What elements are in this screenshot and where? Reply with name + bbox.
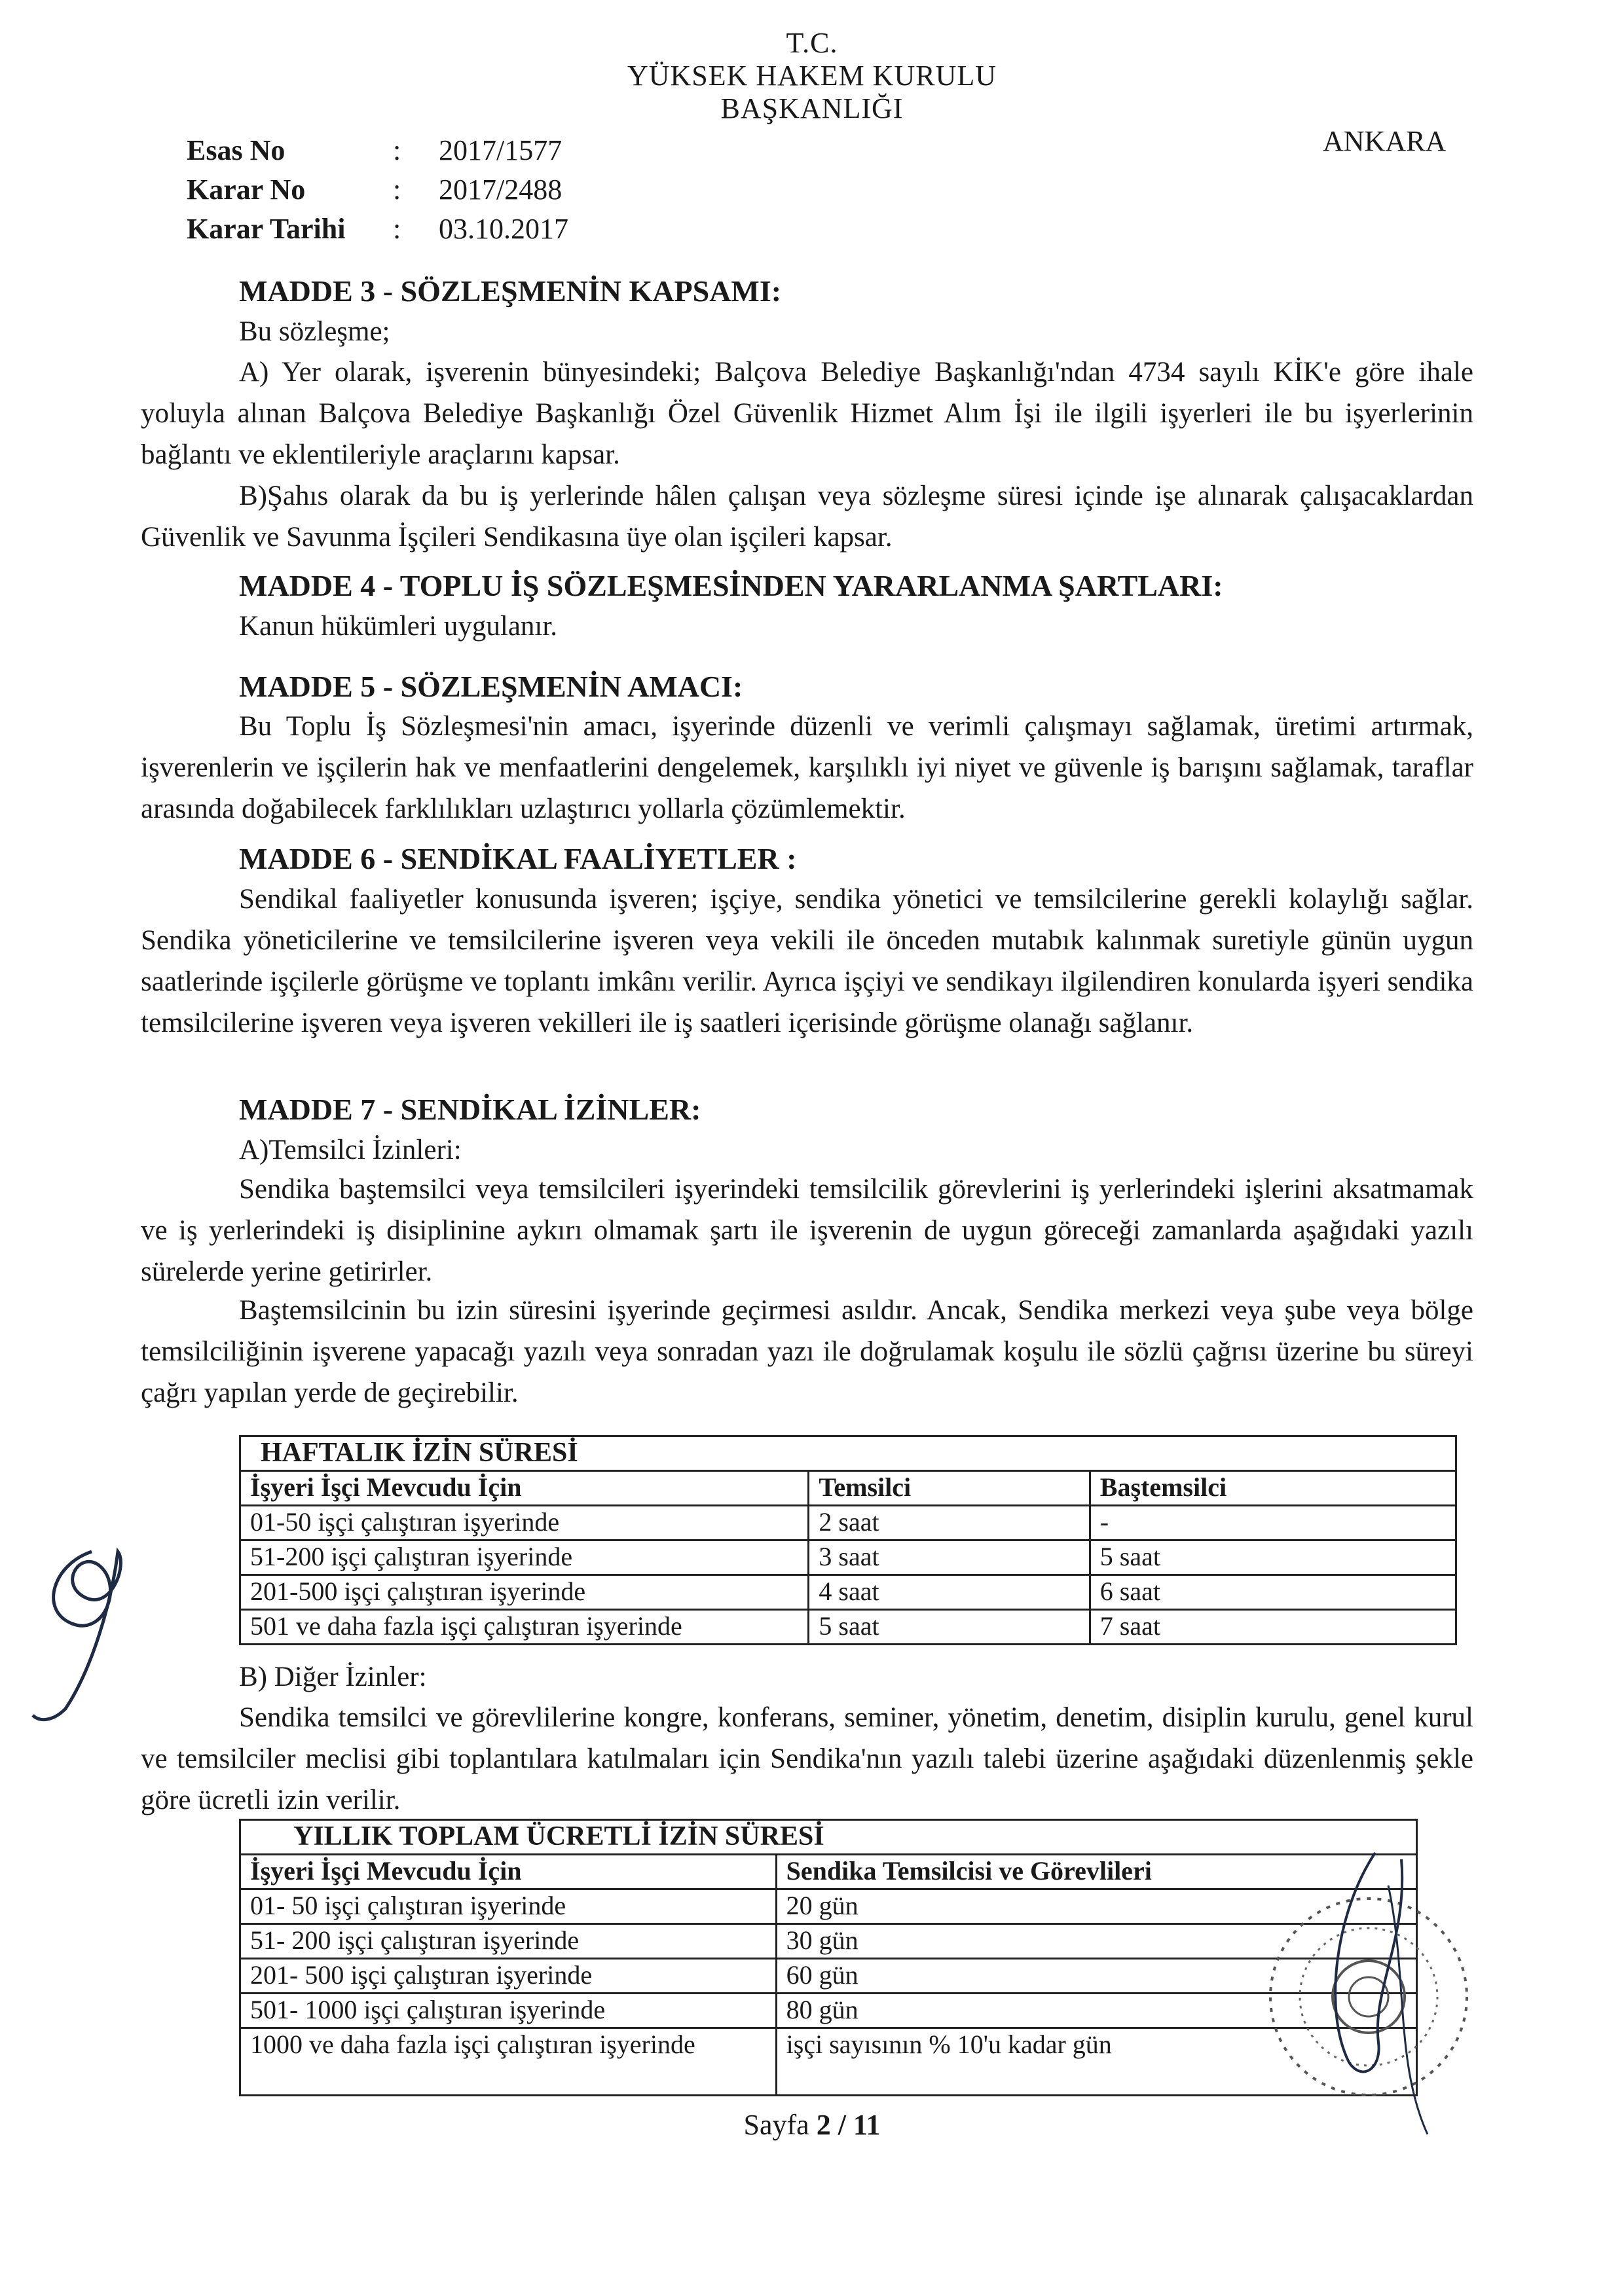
madde-6-text: Sendikal faaliyetler konusunda işveren; işçiye, sendika yönetici ve temsilcilerine gerekli kolaylığı sağlar. Sendika yöneticilerine ve temsilcilerine işveren veya vekili ile önceden mutabık kalınmak suretiyle günün uygun saatlerinde işçilerle görüşme ve toplantı imkânı verilir. Ayrıca işçiyi ve sendikayı ilgilendiren konularda işyeri sendika temsilcilerine işveren veya işveren vekilleri ile iş saatleri içerisinde görüşme olanağı sağlanır. (141, 884, 1473, 1038)
table-cell: 6 saat (1090, 1575, 1456, 1610)
madde-7-p3-text: Sendika temsilci ve görevlilerine kongre, konferans, seminer, yönetim, denetim, disiplin kurulu, genel kurul ve temsilciler meclisi gibi toplantılara katılmaları için Sendika'nın yazılı talebi üzerine aşağıdaki düzenlenmiş şekle göre ücretli izin verilir. (141, 1702, 1473, 1815)
table-row (240, 1506, 1456, 1540)
yearly-table-title: YILLIK TOPLAM ÜCRETLİ İZİN SÜRESİ (240, 1820, 1417, 1855)
madde-5-text: Bu Toplu İş Sözleşmesi'nin amacı, işyerinde düzenli ve verimli çalışmayı sağlamak, üretimi artırmak, işverenlerin ve işçilerin hak ve menfaatlerini dengelemek, karşılıklı iyi niyet ve güvenle iş barışını sağlamak, taraflar arasında doğabilecek farklılıkları uzlaştırıcı yollarla çözümlemektir. (141, 711, 1473, 824)
madde-3-paragraph-b (141, 475, 1473, 558)
weekly-table-title: HAFTALIK İZİN SÜRESİ (240, 1436, 1456, 1471)
madde-7-title: MADDE 7 - SENDİKAL İZİNLER: (239, 1093, 701, 1126)
table-row (240, 1610, 1456, 1645)
table-cell: 201-500 işçi çalıştıran işyerinde (240, 1575, 809, 1610)
table-cell: 20 gün (776, 1889, 1416, 1924)
madde-7-sub-a: A)Temsilci İzinleri: (239, 1135, 462, 1165)
madde-4-text: Kanun hükümleri uygulanır. (239, 611, 558, 642)
table-cell: 2 saat (809, 1506, 1090, 1540)
meta-label: Karar Tarihi (187, 213, 346, 245)
handwritten-signature-icon (13, 1525, 170, 1738)
table-cell: 30 gün (776, 1924, 1416, 1959)
table-cell: - (1090, 1506, 1456, 1540)
madde-7-p1-text: Sendika baştemsilci veya temsilcileri işyerindeki temsilcilik görevlerini iş yerlerindeki işlerini aksatmamak ve iş yerlerindeki iş disiplinine aykırı olmamak şartı ile işverenin de uygun göreceği zamanlarda aşağıdaki yazılı sürelerde yerine getirirler. (141, 1174, 1473, 1287)
table-cell: 51- 200 işçi çalıştıran işyerinde (240, 1924, 777, 1959)
madde-5-title: MADDE 5 - SÖZLEŞMENİN AMACI: (239, 670, 743, 703)
table-cell: 501- 1000 işçi çalıştıran işyerinde (240, 1994, 777, 2028)
madde-5-paragraph (141, 706, 1473, 829)
meta-colon: : (393, 173, 401, 206)
madde-3-b-text: B)Şahıs olarak da bu iş yerlerinde hâlen çalışan veya sözleşme süresi içinde işe alınarak çalışacaklardan Güvenlik ve Savunma İşçileri Sendikasına üye olan işçileri kapsar. (141, 481, 1473, 553)
table-cell: 3 saat (809, 1540, 1090, 1575)
madde-7-paragraph-3 (141, 1697, 1473, 1821)
meta-esas-row (187, 131, 645, 170)
madde-7-sub-b: B) Diğer İzinler: (239, 1662, 427, 1692)
table-cell: 01-50 işçi çalıştıran işyerinde (240, 1506, 809, 1540)
weekly-leave-table (239, 1435, 1457, 1645)
weekly-header-temsilci: Temsilci (809, 1471, 1090, 1506)
meta-value: 2017/1577 (439, 134, 563, 166)
madde-6-paragraph (141, 879, 1473, 1044)
weekly-header-bastemsilci: Baştemsilci (1090, 1471, 1456, 1506)
table-cell: 60 gün (776, 1959, 1416, 1994)
meta-value: 2017/2488 (439, 173, 563, 206)
meta-value: 03.10.2017 (439, 213, 568, 245)
page-separator: / (838, 2109, 846, 2141)
meta-colon: : (393, 134, 401, 166)
official-stamp-icon (1238, 1846, 1500, 2151)
table-row (240, 1540, 1456, 1575)
table-cell: 201- 500 işçi çalıştıran işyerinde (240, 1959, 777, 1994)
yearly-header-workplace: İşyeri İşçi Mevcudu İçin (240, 1855, 777, 1889)
madde-7-paragraph-1 (141, 1169, 1473, 1292)
madde-7-paragraph-2 (141, 1290, 1473, 1413)
yearly-header-representative: Sendika Temsilcisi ve Görevlileri (776, 1855, 1416, 1889)
madde-3-paragraph-a (141, 352, 1473, 475)
page-prefix: Sayfa (743, 2109, 809, 2141)
table-cell: 5 saat (809, 1610, 1090, 1645)
table-cell: 7 saat (1090, 1610, 1456, 1645)
madde-3-title: MADDE 3 - SÖZLEŞMENİN KAPSAMI: (239, 274, 782, 308)
table-cell: işçi sayısının % 10'u kadar gün (776, 2028, 1416, 2096)
table-cell: 80 gün (776, 1994, 1416, 2028)
header-institution: YÜKSEK HAKEM KURULU (627, 60, 997, 92)
table-title-row (240, 1436, 1456, 1471)
table-cell: 01- 50 işçi çalıştıran işyerinde (240, 1889, 777, 1924)
header-tc: T.C. (786, 27, 838, 59)
page-number (0, 2108, 1624, 2141)
meta-karar-row (187, 170, 645, 210)
header-presidency: BAŞKANLIĞI (720, 92, 904, 124)
table-header-row (240, 1471, 1456, 1506)
table-cell: 501 ve daha fazla işçi çalıştıran işyerinde (240, 1610, 809, 1645)
madde-4-title: MADDE 4 - TOPLU İŞ SÖZLEŞMESİNDEN YARARLANMA ŞARTLARI: (239, 569, 1223, 602)
table-cell: 51-200 işçi çalıştıran işyerinde (240, 1540, 809, 1575)
meta-label: Esas No (187, 134, 286, 166)
table-cell: 5 saat (1090, 1540, 1456, 1575)
page-current: 2 (816, 2109, 831, 2141)
madde-3-a-text: A) Yer olarak, işverenin bünyesindeki; Balçova Belediye Başkanlığı'ndan 4734 sayılı KİK'e göre ihale yoluyla alınan Balçova Belediye Başkanlığı Özel Güvenlik Hizmet Alım İşi ile ilgili işyerleri ile bu işyerlerinin bağlantı ve eklentileriyle araçlarını kapsar. (141, 357, 1473, 470)
weekly-header-workplace: İşyeri İşçi Mevcudu İçin (240, 1471, 809, 1506)
madde-3-intro: Bu sözleşme; (239, 316, 390, 347)
meta-label: Karar No (187, 173, 306, 206)
table-cell: 4 saat (809, 1575, 1090, 1610)
case-meta (187, 131, 645, 249)
header-city: ANKARA (1323, 125, 1447, 157)
meta-tarih-row (187, 210, 645, 249)
page-total: 11 (853, 2109, 881, 2141)
madde-6-title: MADDE 6 - SENDİKAL FAALİYETLER : (239, 842, 797, 875)
meta-colon: : (393, 213, 401, 245)
table-cell: 1000 ve daha fazla işçi çalıştıran işyerinde (240, 2028, 777, 2096)
table-row (240, 1575, 1456, 1610)
madde-7-p2-text: Baştemsilcinin bu izin süresini işyerinde geçirmesi asıldır. Ancak, Sendika merkezi veya şube veya bölge temsilciliğinin işverene yapacağı yazılı veya sonradan yazı ile doğrulamak koşulu ile sözlü çağrısı üzerine bu süreyi çağrı yapılan yerde de geçirebilir. (141, 1295, 1473, 1408)
